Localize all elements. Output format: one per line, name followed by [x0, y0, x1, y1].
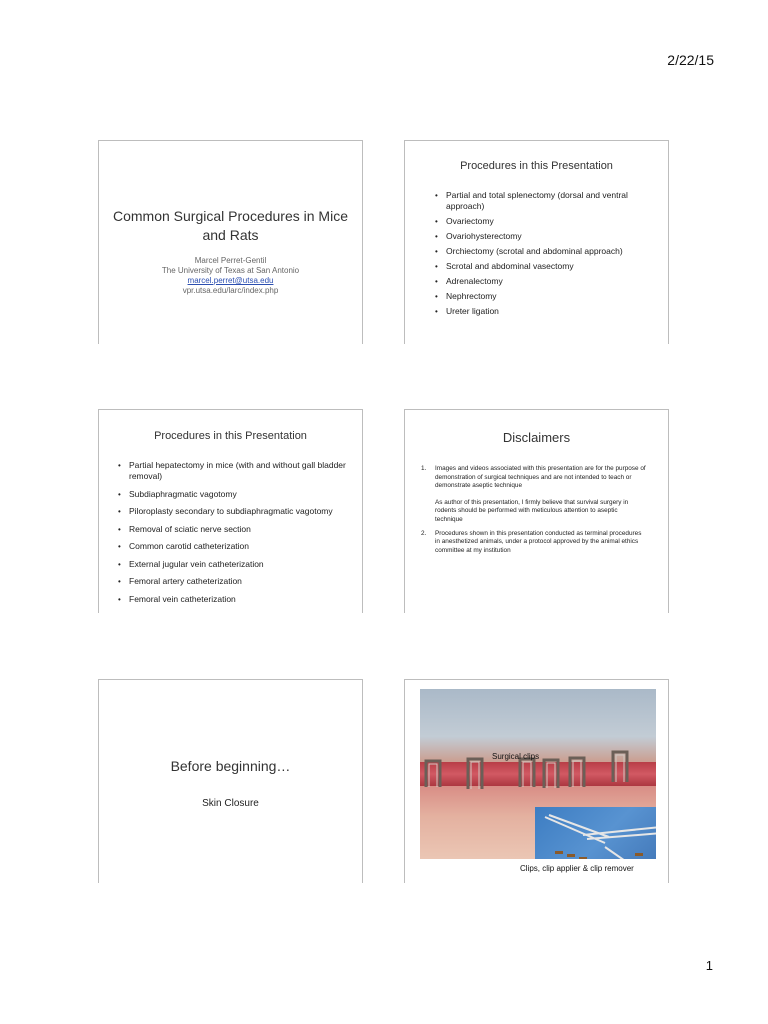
slide-surgical-clips — [404, 679, 669, 883]
disclaimer-text: Images and videos associated with this presentation are for the purpose of demonstration of surgical techniques and are not intended to teach or demonstrate aseptic technique — [435, 465, 646, 490]
list-item: • Partial hepatectomy in mice (with and without gall bladder removal) — [113, 460, 352, 482]
list-item: • External jugular vein catheterization — [113, 559, 352, 570]
title-block — [99, 207, 362, 296]
list-item: • Femoral vein catheterization — [113, 594, 352, 605]
page-number: 1 — [705, 958, 713, 973]
page-date: 2/22/15 — [667, 52, 714, 68]
disclaimer-list — [421, 465, 646, 555]
author-email-link[interactable]: marcel.perret@utsa.edu — [187, 276, 274, 285]
slide-subtitle: Skin Closure — [202, 798, 259, 809]
clip-applier-caption: Clips, clip applier & clip remover — [520, 864, 634, 873]
procedure-list — [430, 190, 660, 317]
author-website: vpr.utsa.edu/larc/index.php — [182, 286, 279, 295]
slide-heading: Procedures in this Presentation — [460, 160, 613, 172]
list-item: • Partial and total splenectomy (dorsal and ventral approach) — [430, 190, 660, 212]
list-item: • Adrenalectomy — [430, 276, 660, 287]
list-item: • Ovariectomy — [430, 216, 660, 227]
procedure-list — [113, 460, 352, 605]
list-item: • Subdiaphragmatic vagotomy — [113, 489, 352, 500]
list-item: • Removal of sciatic nerve section — [113, 524, 352, 535]
list-item: • Nephrectomy — [430, 291, 660, 302]
disclaimer-text: Procedures shown in this presentation conducted as terminal procedures in anesthetized animals, under a protocol approved by the animal ethics committee at my institution — [435, 529, 642, 554]
list-item — [421, 465, 646, 525]
list-item: • Common carotid catheterization — [113, 541, 352, 552]
slide-heading: Procedures in this Presentation — [154, 430, 307, 442]
slide-title: Before beginning… — [170, 758, 291, 774]
list-item: • Scrotal and abdominal vasectomy — [430, 261, 660, 272]
clip-tools-inset-photo — [535, 807, 656, 859]
list-item — [421, 530, 646, 556]
slide-disclaimers — [404, 409, 669, 613]
item-number: 1. — [421, 465, 427, 472]
disclaimer-text: As author of this presentation, I firmly believe that survival surgery in rodents should be performed with meticulous attention to aseptic technique — [435, 498, 629, 523]
slide-title — [98, 140, 363, 344]
presentation-title: Common Surgical Procedures in Mice and Rats — [113, 208, 348, 243]
slide-heading: Disclaimers — [502, 430, 571, 445]
list-item: • Ureter ligation — [430, 306, 660, 317]
list-item: • Piloroplasty secondary to subdiaphragmatic vagotomy — [113, 506, 352, 517]
author-info — [99, 256, 362, 296]
slide-procedures-1 — [404, 140, 669, 344]
slide-before-beginning — [98, 679, 363, 883]
author-affiliation: The University of Texas at San Antonio — [161, 266, 300, 275]
instruments-graphic — [535, 807, 656, 859]
item-number: 2. — [421, 529, 427, 537]
author-name: Marcel Perret-Gentil — [194, 256, 267, 265]
slide-procedures-2 — [98, 409, 363, 613]
list-item: • Orchiectomy (scrotal and abdominal approach) — [430, 246, 660, 257]
surgical-clips-label: Surgical clips — [492, 752, 540, 761]
list-item: • Femoral artery catheterization — [113, 576, 352, 587]
list-item: • Ovariohysterectomy — [430, 231, 660, 242]
surgical-clips-photo — [420, 689, 656, 859]
